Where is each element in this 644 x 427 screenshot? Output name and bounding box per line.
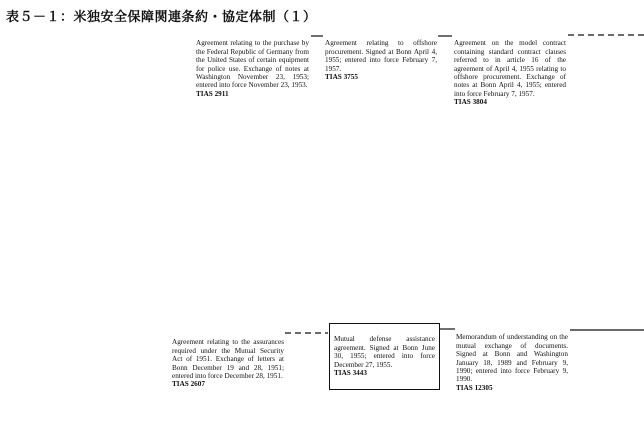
agreement-text: Agreement relating to the assurances required under the Mutual Security Act of 1951. Exchange of letters at Bonn December 19 and 28, 1951; entered into force December 28, 1951. <box>172 338 284 381</box>
figure-title: 表５－１：米独安全保障関連条約・協定体制（１） <box>6 10 317 25</box>
tias-number: TIAS 12305 <box>456 383 493 392</box>
agreement-node-tias-3755 <box>325 31 437 90</box>
agreement-node-tias-3443 <box>329 323 440 390</box>
agreement-node-tias-2911 <box>196 31 309 107</box>
agreement-node-tias-2607 <box>172 330 284 397</box>
agreement-text: Agreement on the model contract containing standard contract clauses referred to in article 16 of the agreement of April 4, 1955 relating to offshore procurement. Exchange of notes at Bonn April 4, 1955; entered into force February 7, 1957. <box>454 39 566 98</box>
tias-number: TIAS 3443 <box>334 369 367 378</box>
agreement-text: Mutual defense assistance agreement. Signed at Bonn June 30, 1955; entered into force December 27, 1955. <box>334 335 435 369</box>
tias-number: TIAS 3804 <box>454 98 487 107</box>
tias-number: TIAS 2911 <box>196 89 229 98</box>
agreement-text: Memorandum of understanding on the mutual exchange of documents. Signed at Bonn and Washington January 18, 1989 and February 9, 1990; entered into force February 9, 1990. <box>456 333 568 384</box>
agreement-text: Agreement relating to offshore procurement. Signed at Bonn April 4, 1955; entered into force February 7, 1957. <box>325 39 437 73</box>
agreement-text: Agreement relating to the purchase by the Federal Republic of Germany from the United States of certain equipment for police use. Exchange of notes at Washington November 23, 1953; entered into force November 23, 1953. <box>196 39 309 90</box>
agreement-node-tias-3804 <box>454 31 566 115</box>
tias-number: TIAS 3755 <box>325 73 358 82</box>
agreement-node-tias-12305 <box>456 325 568 401</box>
tias-number: TIAS 2607 <box>172 380 205 389</box>
